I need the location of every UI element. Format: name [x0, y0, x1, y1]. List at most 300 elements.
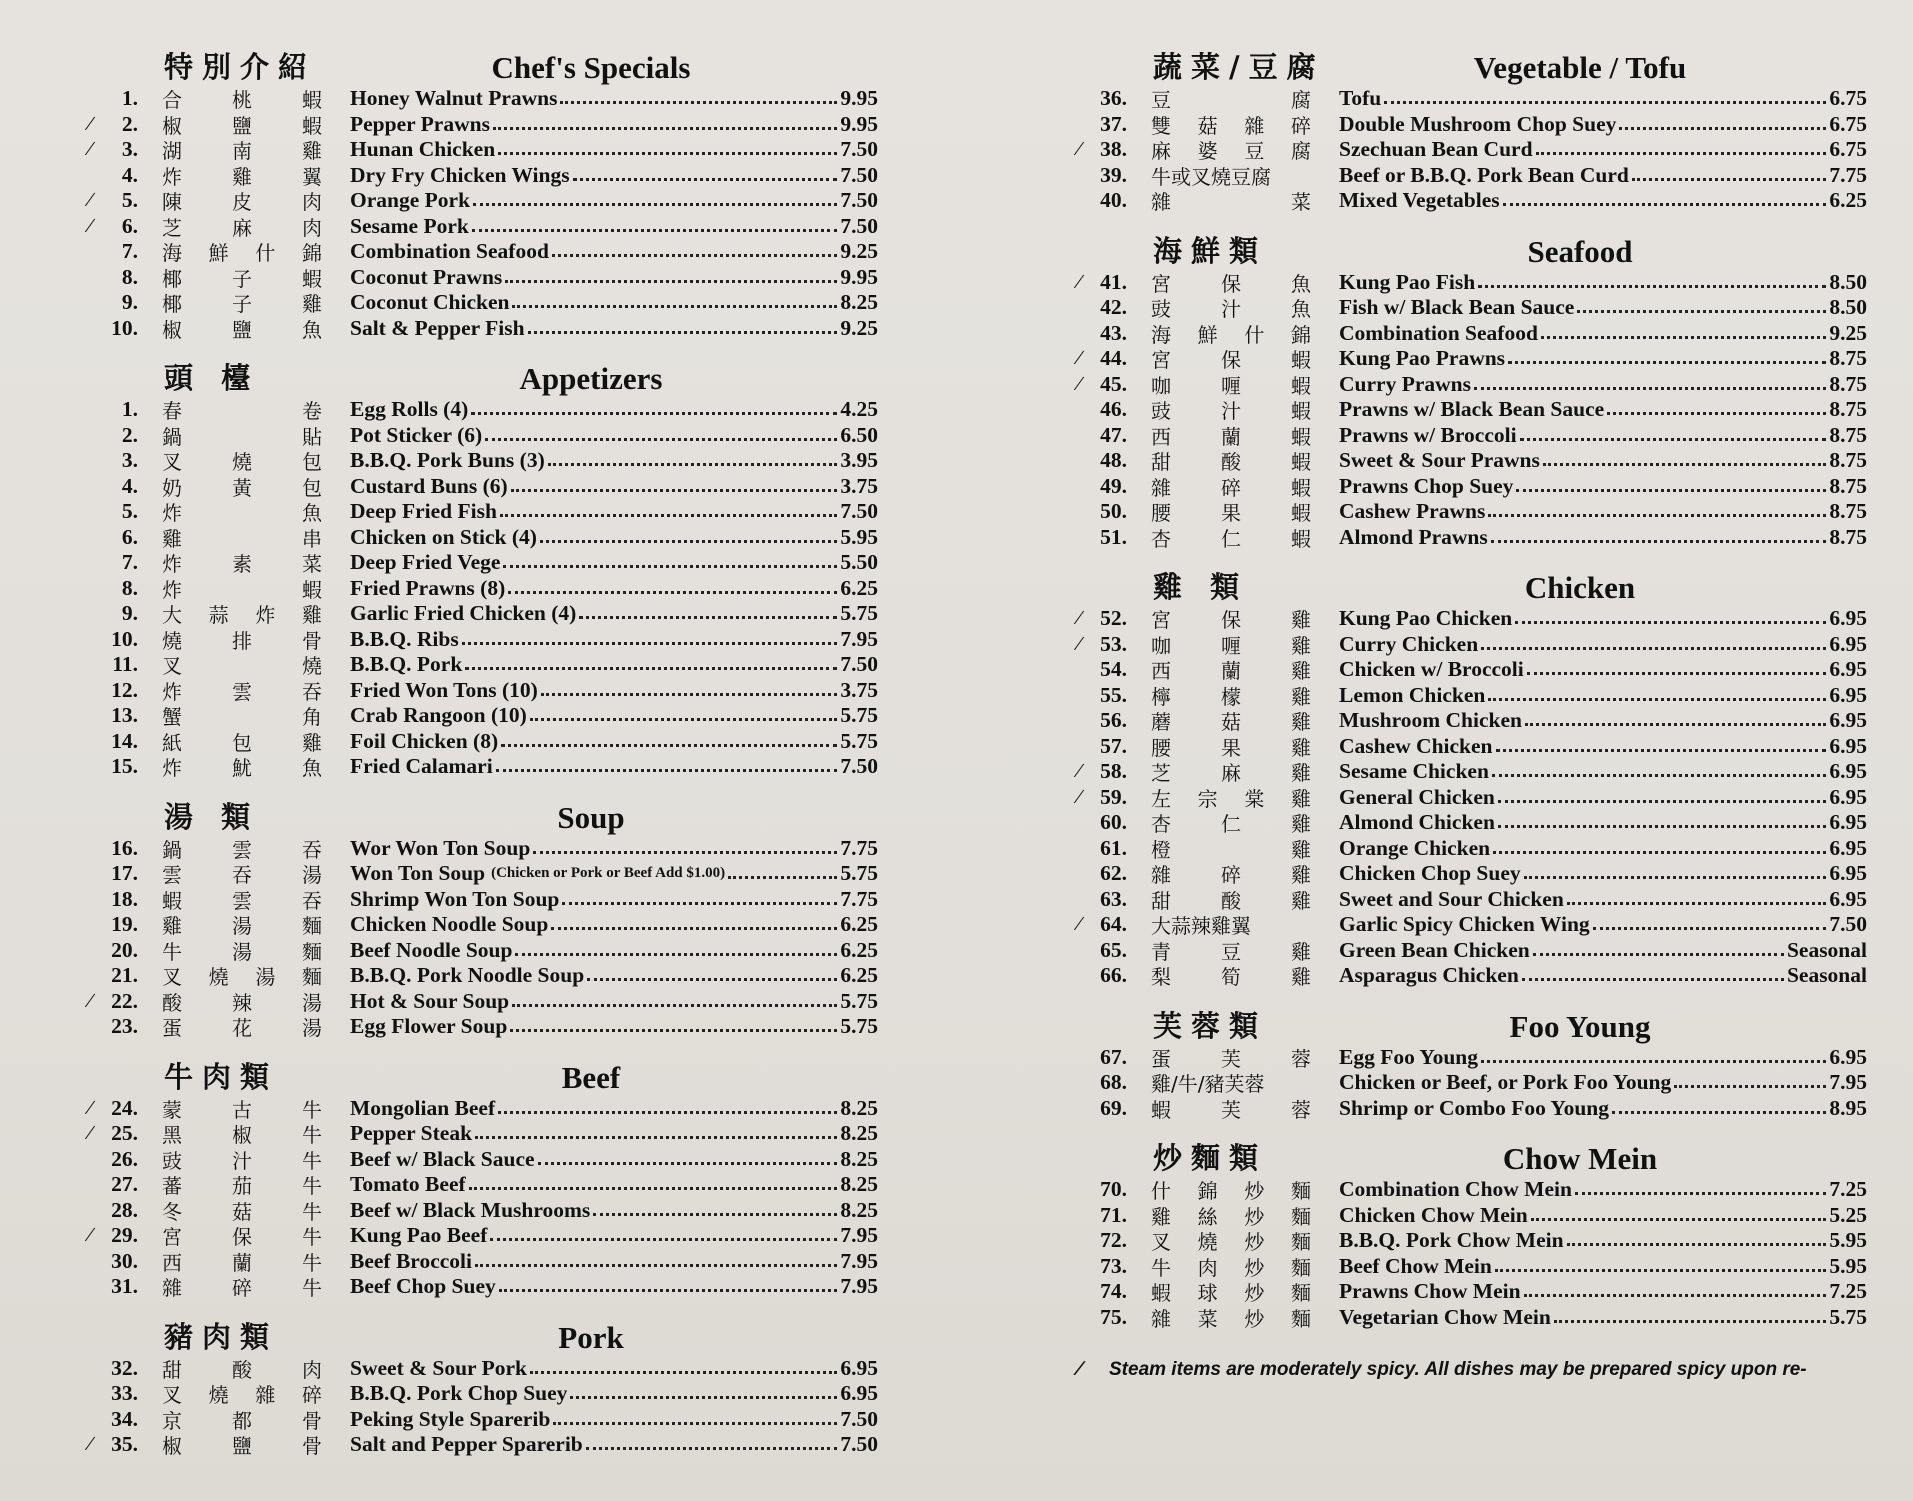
menu-item	[1067, 887, 1867, 913]
item-name: B.B.Q. Pork	[350, 652, 463, 677]
item-name: Lemon Chicken	[1339, 682, 1486, 707]
dot-leader	[496, 769, 838, 772]
dot-leader	[1531, 1218, 1827, 1221]
item-price: 5.75	[840, 1014, 878, 1039]
dot-leader	[593, 1213, 837, 1216]
item-price: 6.95	[1829, 835, 1867, 860]
menu-item	[1067, 657, 1867, 683]
item-price: 5.95	[840, 524, 878, 549]
item-price: 6.95	[1829, 657, 1867, 682]
item-chinese-name: 炸 素 菜	[162, 552, 322, 577]
dot-leader	[512, 1004, 837, 1007]
item-number: 49.	[1100, 473, 1127, 498]
item-name: B.B.Q. Pork Buns (3)	[350, 448, 545, 473]
section-title: Chicken	[1524, 570, 1636, 605]
item-chinese-name-wrap	[1151, 1303, 1339, 1332]
item-number: 50.	[1100, 499, 1127, 524]
section-title-chinese: 豬肉類	[164, 1319, 279, 1354]
item-number: 21.	[111, 963, 138, 988]
item-chinese-name: 雜 菜 炒 麵	[1151, 1306, 1311, 1331]
menu-item	[1067, 346, 1867, 372]
item-price: 6.95	[1829, 1044, 1867, 1069]
dot-leader	[1478, 285, 1826, 288]
item-name: Garlic Fried Chicken (4)	[350, 601, 577, 626]
section-title: Vegetable / Tofu	[1473, 50, 1687, 85]
item-name: Garlic Spicy Chicken Wing	[1339, 912, 1590, 937]
dot-leader	[508, 591, 837, 594]
dot-leader	[1498, 825, 1826, 828]
item-number: 60.	[1100, 810, 1127, 835]
menu-item	[1067, 963, 1867, 989]
item-chinese-name-wrap	[162, 1430, 350, 1459]
item-price: 6.25	[840, 912, 878, 937]
item-number: 65.	[1100, 937, 1127, 962]
section-title-chinese: 特別介紹	[164, 50, 317, 84]
item-number: 41.	[1100, 269, 1127, 294]
item-name: Pot Sticker (6)	[350, 422, 483, 447]
item-price: 5.75	[1829, 1304, 1867, 1329]
item-chinese-name: 京 都 骨	[162, 1408, 322, 1433]
item-number: 66.	[1100, 963, 1127, 988]
item-price: 6.95	[840, 1355, 878, 1380]
menu-item	[1067, 759, 1867, 785]
section-header	[78, 1050, 878, 1096]
dot-leader	[1384, 101, 1826, 104]
item-price: 7.95	[840, 626, 878, 651]
spicy-pepper-icon: ∕	[88, 214, 92, 237]
item-chinese-name: 蛋 花 湯	[162, 1016, 322, 1041]
item-number: 16.	[111, 835, 138, 860]
item-name: Shrimp or Combo Foo Young	[1339, 1095, 1609, 1120]
menu-item	[1067, 86, 1867, 112]
item-number: 68.	[1100, 1070, 1127, 1095]
item-chinese-name: 蛋 芙 蓉	[1151, 1046, 1311, 1071]
menu-item	[1067, 397, 1867, 423]
item-name: B.B.Q. Ribs	[350, 626, 459, 651]
item-number: 7.	[121, 239, 138, 264]
dot-leader	[538, 1162, 838, 1165]
menu-item	[78, 290, 878, 316]
item-price: 3.75	[840, 473, 878, 498]
item-chinese-name: 蝦 球 炒 麵	[1151, 1281, 1311, 1306]
item-name: Prawns w/ Black Bean Sauce	[1339, 397, 1605, 422]
dot-leader	[1491, 540, 1827, 543]
section-title: Seafood	[1527, 233, 1633, 269]
menu-item	[78, 989, 878, 1015]
item-chinese-name: 大 蒜 炸 雞	[162, 603, 322, 628]
item-chinese-name: 豆 腐	[1151, 88, 1311, 113]
menu-item	[1067, 632, 1867, 658]
menu-item	[78, 265, 878, 291]
dot-leader	[728, 876, 837, 879]
item-price: 6.75	[1829, 111, 1867, 136]
item-name: Orange Chicken	[1339, 835, 1491, 860]
item-number: 29.	[111, 1223, 138, 1248]
item-chinese-name: 雜 碎 牛	[162, 1276, 322, 1301]
item-chinese-name: 牛 湯 麵	[162, 939, 322, 964]
item-name: Combination Chow Mein	[1339, 1177, 1572, 1202]
item-number: 30.	[111, 1248, 138, 1273]
dot-leader	[511, 489, 838, 492]
item-chinese-name: 大蒜辣雞翼	[1151, 914, 1251, 939]
menu-item	[1067, 423, 1867, 449]
menu-item	[1067, 137, 1867, 163]
menu-item	[1067, 295, 1867, 321]
dot-leader	[579, 616, 837, 619]
menu-item	[1067, 1228, 1867, 1254]
item-name: Deep Fried Vege	[350, 550, 501, 575]
item-number: 45.	[1100, 371, 1127, 396]
menu-item	[78, 188, 878, 214]
item-price: 6.25	[840, 963, 878, 988]
item-price: 6.25	[840, 575, 878, 600]
item-number: 35.	[111, 1432, 138, 1457]
section-title: Pork	[558, 1319, 624, 1355]
item-number: 5.	[121, 499, 138, 524]
menu-item	[78, 550, 878, 576]
item-chinese-name-wrap	[162, 314, 350, 343]
item-name: Wor Won Ton Soup	[350, 835, 531, 860]
menu-item	[1067, 163, 1867, 189]
item-chinese-name: 湖 南 雞	[162, 139, 322, 164]
item-price: 6.95	[1829, 810, 1867, 835]
item-chinese-name: 雞 湯 麵	[162, 914, 322, 939]
item-name: Mongolian Beef	[350, 1095, 496, 1120]
item-price: 8.75	[1829, 346, 1867, 371]
item-note: (Chicken or Pork or Beef Add $1.00)	[491, 865, 726, 882]
dot-leader	[462, 642, 838, 645]
dot-leader	[528, 331, 838, 334]
item-number: 61.	[1100, 835, 1127, 860]
item-chinese-name: 蕃 茄 牛	[162, 1174, 322, 1199]
item-price: 5.95	[1829, 1253, 1867, 1278]
item-chinese-name: 豉 汁 蝦	[1151, 399, 1311, 424]
dot-leader	[501, 744, 837, 747]
spicy-pepper-icon: ∕	[88, 1224, 92, 1247]
dot-leader	[1524, 876, 1827, 879]
section-title: Beef	[561, 1059, 621, 1095]
item-number: 12.	[111, 677, 138, 702]
item-price: 3.95	[840, 448, 878, 473]
dot-leader	[485, 438, 837, 441]
item-number: 44.	[1100, 346, 1127, 371]
item-name: Hot & Sour Soup	[350, 988, 510, 1013]
item-number: 3.	[121, 448, 138, 473]
item-price: 5.75	[840, 861, 878, 886]
menu-item	[1067, 474, 1867, 500]
item-price: 8.50	[1829, 295, 1867, 320]
item-name: Kung Pao Prawns	[1339, 346, 1506, 371]
dot-leader	[471, 412, 837, 415]
item-name: Curry Chicken	[1339, 631, 1479, 656]
menu-item	[1067, 785, 1867, 811]
menu-item	[78, 1014, 878, 1040]
item-number: 38.	[1100, 137, 1127, 162]
dot-leader	[1536, 152, 1827, 155]
dot-leader	[560, 101, 837, 104]
item-chinese-name: 冬 菇 牛	[162, 1199, 322, 1224]
item-price: 7.95	[840, 1248, 878, 1273]
section-header	[1067, 999, 1867, 1045]
item-chinese-name: 甜 酸 蝦	[1151, 450, 1311, 475]
item-price: 7.75	[840, 835, 878, 860]
menu-item	[78, 1356, 878, 1382]
dot-leader	[500, 514, 837, 517]
dot-leader	[530, 1371, 837, 1374]
menu-item	[1067, 1045, 1867, 1071]
dot-leader	[573, 178, 838, 181]
item-name: Combination Seafood	[1339, 320, 1538, 345]
item-price: 5.75	[840, 703, 878, 728]
dot-leader	[1492, 774, 1826, 777]
item-price: 7.50	[840, 499, 878, 524]
item-price: 8.25	[840, 290, 878, 315]
dot-leader	[553, 1422, 837, 1425]
item-number: 62.	[1100, 861, 1127, 886]
item-number: 8.	[121, 575, 138, 600]
dot-leader	[1593, 927, 1827, 930]
spicy-pepper-icon: ∕	[1077, 607, 1081, 630]
item-number: 48.	[1100, 448, 1127, 473]
item-chinese-name: 叉 燒 雜 碎	[162, 1383, 322, 1408]
item-name: Peking Style Sparerib	[350, 1406, 551, 1431]
item-chinese-name: 甜 酸 肉	[162, 1357, 322, 1382]
item-name: Custard Buns (6)	[350, 473, 508, 498]
dot-leader	[586, 1447, 838, 1450]
item-chinese-name: 西 蘭 牛	[162, 1250, 322, 1275]
item-price: 7.95	[1829, 1070, 1867, 1095]
item-chinese-name: 炸 蝦	[162, 577, 322, 602]
left-column	[78, 40, 878, 1501]
item-price: 7.50	[840, 1432, 878, 1457]
item-name: Fried Calamari	[350, 754, 493, 779]
item-number: 3.	[121, 137, 138, 162]
item-number: 52.	[1100, 606, 1127, 631]
item-chinese-name: 燒 排 骨	[162, 628, 322, 653]
dot-leader	[475, 1264, 837, 1267]
menu-item	[78, 912, 878, 938]
menu-item	[1067, 525, 1867, 551]
menu-item	[78, 861, 878, 887]
item-chinese-name: 奶 黃 包	[162, 475, 322, 500]
section-title: Chow Mein	[1502, 1141, 1658, 1176]
item-number: 37.	[1100, 111, 1127, 136]
item-name: Beef w/ Black Mushrooms	[350, 1197, 591, 1222]
item-name: Cashew Chicken	[1339, 733, 1493, 758]
menu-item	[78, 137, 878, 163]
item-price: 7.95	[840, 1223, 878, 1248]
dot-leader	[510, 1029, 837, 1032]
item-price: 6.95	[1829, 682, 1867, 707]
dot-leader	[533, 851, 837, 854]
menu-item	[1067, 1254, 1867, 1280]
menu-item	[78, 1147, 878, 1173]
item-price: 5.50	[840, 550, 878, 575]
item-price: 8.75	[1829, 371, 1867, 396]
item-name: Coconut Prawns	[350, 264, 503, 289]
dot-leader	[530, 718, 838, 721]
menu-item	[78, 499, 878, 525]
item-chinese-name-wrap	[162, 1012, 350, 1041]
item-name: Cashew Prawns	[1339, 499, 1486, 524]
dot-leader	[1520, 438, 1827, 441]
menu-item	[78, 448, 878, 474]
item-name: Szechuan Bean Curd	[1339, 137, 1533, 162]
item-chinese-name: 雲 吞 湯	[162, 863, 322, 888]
item-number: 14.	[111, 728, 138, 753]
spicy-pepper-icon: ∕	[1077, 913, 1081, 936]
menu-item	[78, 963, 878, 989]
item-number: 27.	[111, 1172, 138, 1197]
dot-leader	[473, 203, 837, 206]
menu-item	[78, 601, 878, 627]
menu-item	[1067, 606, 1867, 632]
menu-item	[78, 474, 878, 500]
item-name: Almond Prawns	[1339, 524, 1488, 549]
item-number: 10.	[111, 626, 138, 651]
item-number: 13.	[111, 703, 138, 728]
item-price: 6.95	[1829, 631, 1867, 656]
spicy-pepper-icon: ∕	[1077, 1358, 1081, 1380]
item-chinese-name: 咖 喱 雞	[1151, 633, 1311, 658]
item-chinese-name: 酸 辣 湯	[162, 990, 322, 1015]
item-number: 64.	[1100, 912, 1127, 937]
item-chinese-name: 椰 子 蝦	[162, 266, 322, 291]
item-price: 7.25	[1829, 1177, 1867, 1202]
item-chinese-name: 檸 檬 雞	[1151, 684, 1311, 709]
section-header	[78, 40, 878, 86]
item-price: 7.95	[840, 1274, 878, 1299]
item-number: 59.	[1100, 784, 1127, 809]
spicy-pepper-icon: ∕	[88, 1122, 92, 1145]
item-name: Crab Rangoon (10)	[350, 703, 527, 728]
item-number: 71.	[1100, 1202, 1127, 1227]
dot-leader	[499, 1289, 838, 1292]
item-price: 7.75	[840, 886, 878, 911]
item-name: Mushroom Chicken	[1339, 708, 1522, 733]
item-price: 6.95	[1829, 759, 1867, 784]
menu-item	[1067, 1070, 1867, 1096]
dot-leader	[1488, 514, 1826, 517]
item-chinese-name: 牛 肉 炒 麵	[1151, 1255, 1311, 1280]
item-number: 75.	[1100, 1304, 1127, 1329]
spicy-pepper-icon: ∕	[1077, 785, 1081, 808]
footnote-text: Steam items are moderately spicy. All dishes may be prepared spicy upon re-	[1109, 1358, 1807, 1380]
section-title-chinese: 芙蓉類	[1153, 1008, 1268, 1043]
item-name: Fried Prawns (8)	[350, 575, 506, 600]
dot-leader	[1496, 749, 1827, 752]
menu-item	[78, 1223, 878, 1249]
item-chinese-name: 宮 保 蝦	[1151, 348, 1311, 373]
menu-item	[1067, 1096, 1867, 1122]
item-price: Seasonal	[1786, 937, 1867, 962]
item-chinese-name: 蒙 古 牛	[162, 1097, 322, 1122]
item-chinese-name: 杏 仁 蝦	[1151, 526, 1311, 551]
item-name: Sesame Pork	[350, 213, 469, 238]
item-price: 3.75	[840, 677, 878, 702]
item-chinese-name: 紙 包 雞	[162, 730, 322, 755]
dot-leader	[1674, 1085, 1826, 1088]
item-number: 31.	[111, 1274, 138, 1299]
item-number: 9.	[121, 290, 138, 315]
item-number: 6.	[121, 213, 138, 238]
menu-item	[1067, 912, 1867, 938]
item-price: 7.75	[1829, 162, 1867, 187]
item-chinese-name: 左 宗 棠 雞	[1151, 786, 1311, 811]
item-name: B.B.Q. Pork Noodle Soup	[350, 963, 585, 988]
menu-item	[78, 86, 878, 112]
item-name: Salt and Pepper Sparerib	[350, 1432, 583, 1457]
menu-item	[78, 576, 878, 602]
item-chinese-name: 宮 保 魚	[1151, 271, 1311, 296]
item-chinese-name: 甜 酸 雞	[1151, 888, 1311, 913]
item-name: Asparagus Chicken	[1339, 963, 1519, 988]
item-chinese-name-wrap	[1151, 186, 1339, 215]
item-price: 5.75	[840, 988, 878, 1013]
right-column	[1067, 40, 1867, 1501]
item-price: 6.75	[1829, 137, 1867, 162]
item-chinese-name: 芝 麻 肉	[162, 215, 322, 240]
dot-leader	[490, 1238, 837, 1241]
item-price: 6.95	[1829, 708, 1867, 733]
item-price: 6.25	[1829, 188, 1867, 213]
item-name: Beef Chow Mein	[1339, 1253, 1492, 1278]
item-name: Honey Walnut Prawns	[350, 86, 558, 111]
dot-leader	[1508, 361, 1826, 364]
item-number: 2.	[121, 111, 138, 136]
spicy-pepper-icon: ∕	[1077, 138, 1081, 161]
item-chinese-name: 蟹 角	[162, 705, 322, 730]
item-number: 47.	[1100, 422, 1127, 447]
item-chinese-name: 杏 仁 雞	[1151, 812, 1311, 837]
item-chinese-name: 蘑 菇 雞	[1151, 710, 1311, 735]
menu-item	[78, 316, 878, 342]
item-chinese-name: 雙 菇 雜 碎	[1151, 113, 1311, 138]
item-chinese-name: 腰 果 蝦	[1151, 501, 1311, 526]
section-title-chinese: 湯 類	[164, 799, 260, 834]
item-chinese-name: 叉 燒 湯 麵	[162, 965, 322, 990]
menu-item	[1067, 372, 1867, 398]
menu-item	[78, 1407, 878, 1433]
item-price: 7.50	[840, 652, 878, 677]
item-price: 6.95	[1829, 861, 1867, 886]
item-chinese-name: 鍋 雲 吞	[162, 837, 322, 862]
item-number: 36.	[1100, 86, 1127, 111]
item-price: 7.50	[1829, 912, 1867, 937]
menu-item	[1067, 499, 1867, 525]
item-price: 7.25	[1829, 1279, 1867, 1304]
spicy-pepper-icon: ∕	[88, 1096, 92, 1119]
item-number: 56.	[1100, 708, 1127, 733]
dot-leader	[1541, 336, 1826, 339]
item-number: 43.	[1100, 320, 1127, 345]
item-chinese-name: 鍋 貼	[162, 424, 322, 449]
menu-item	[1067, 270, 1867, 296]
item-number: 18.	[111, 886, 138, 911]
item-name: Sweet & Sour Prawns	[1339, 448, 1540, 473]
item-name: Curry Prawns	[1339, 371, 1471, 396]
item-price: 8.50	[1829, 269, 1867, 294]
item-number: 42.	[1100, 295, 1127, 320]
menu-item	[1067, 810, 1867, 836]
spicy-pepper-icon: ∕	[88, 189, 92, 212]
spicy-pepper-icon: ∕	[88, 989, 92, 1012]
item-chinese-name: 芝 麻 雞	[1151, 761, 1311, 786]
menu-item	[78, 1249, 878, 1275]
item-name: Double Mushroom Chop Suey	[1339, 111, 1617, 136]
item-name: Combination Seafood	[350, 239, 549, 264]
menu-item	[1067, 836, 1867, 862]
